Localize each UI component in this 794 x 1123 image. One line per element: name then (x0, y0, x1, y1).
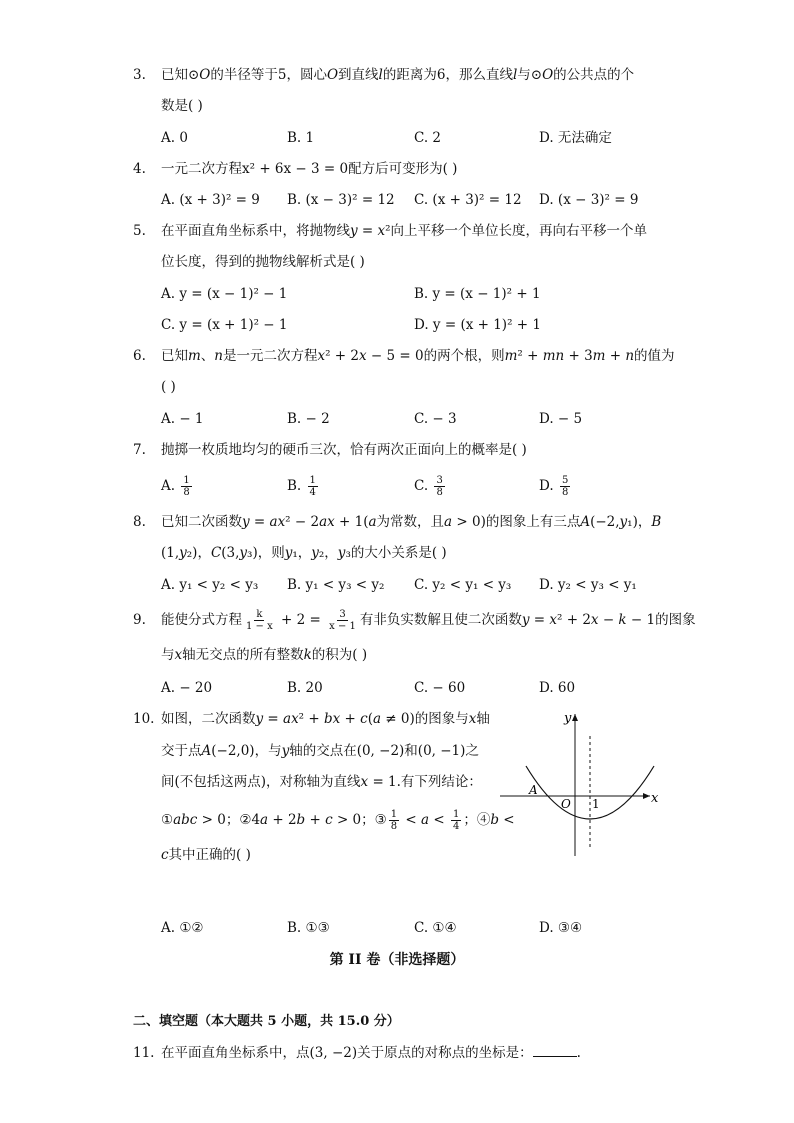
question-number: 9. (133, 612, 146, 628)
option-d[interactable]: D. 60 (539, 680, 576, 696)
option-b[interactable]: B. 20 (287, 680, 323, 696)
question-number: 7. (133, 442, 146, 458)
option-label: B. (287, 478, 302, 494)
answer-blank[interactable] (533, 1042, 577, 1057)
question-text: 抛掷一枚质地均匀的硬币三次，恰有两次正面向上的概率是( ) (161, 442, 527, 458)
origin-label: O (561, 797, 571, 811)
question-7 (133, 435, 693, 466)
question-text (161, 1038, 693, 1069)
denominator: 8 (183, 487, 190, 498)
question-11 (133, 1038, 693, 1069)
option-a[interactable] (161, 471, 194, 502)
option-a[interactable]: A. − 1 (161, 411, 204, 427)
fraction (327, 609, 358, 632)
parabola-graph (498, 708, 668, 863)
tick-label-one: 1 (592, 797, 600, 811)
question-number: 4. (133, 161, 146, 177)
question-10 (133, 704, 515, 872)
option-a[interactable]: A. − 20 (161, 680, 213, 696)
option-c[interactable]: C. ①④ (414, 920, 457, 936)
option-b[interactable]: B. − 2 (287, 411, 330, 427)
question-text: 位长度，得到的抛物线解析式是( ) (161, 254, 365, 270)
question-6 (133, 341, 693, 403)
numerator: 3 (436, 475, 443, 486)
denominator: 4 (309, 487, 316, 498)
option-label: D. (539, 478, 554, 494)
option-c[interactable]: C. − 60 (414, 680, 466, 696)
question-text: 已知二次函数𝑦 = 𝑎𝑥² − 2𝑎𝑥 + 1(𝑎为常数，且𝑎 > 0)的图象上有三点𝐴(−2,𝑦₁)，𝐵 (161, 514, 662, 530)
question-text: 𝑐其中正确的( ) (161, 847, 251, 863)
denominator: x − 1 (329, 621, 356, 632)
question-text-post: 有非负实数解且使二次函数𝑦 = 𝑥² + 2𝑥 − 𝑘 − 1的图象 (359, 612, 696, 628)
question-number: 5. (133, 223, 146, 239)
part-title: 第 II 卷（非选择题） (329, 952, 465, 968)
question-text: 已知⊙𝑂的半径等于5，圆心𝑂到直线𝑙的距离为6，那么直线𝑙与⊙𝑂的公共点的个 (161, 67, 635, 83)
option-b[interactable]: B. (x − 3)² = 12 (287, 192, 395, 208)
section-heading: 二、填空题（本大题共 5 小题，共 15.0 分） (133, 1014, 400, 1029)
question-5 (133, 216, 693, 278)
options-8 (161, 570, 701, 601)
question-text: 已知𝑚、𝑛是一元二次方程𝑥² + 2𝑥 − 5 = 0的两个根，则𝑚² + 𝑚𝑛 + 3𝑚 + 𝑛的值为 (161, 348, 675, 364)
question-text-end: . (576, 1045, 581, 1061)
options-5-row1 (161, 279, 701, 310)
denominator: 8 (436, 487, 443, 498)
fraction (451, 809, 461, 832)
question-text-pre: 能使分式方程 (161, 612, 242, 628)
question-9 (133, 605, 696, 671)
fraction (560, 475, 570, 498)
x-axis-arrow (643, 793, 650, 799)
option-label: C. (414, 478, 429, 494)
question-text: 在平面直角坐标系中，将抛物线𝑦 = 𝑥²向上平移一个单位长度，再向右平移一个单 (161, 223, 648, 239)
option-d[interactable]: D. y₂ < y₃ < y₁ (539, 577, 637, 593)
option-d[interactable]: D. (x − 3)² = 9 (539, 192, 639, 208)
question-text-pre: 一元二次方程 (161, 161, 242, 177)
x-axis-label: x (651, 791, 659, 806)
equation: x² + 6x − 3 = 0 (242, 161, 349, 177)
numerator: 1 (452, 808, 460, 820)
option-c[interactable]: C. (x + 3)² = 12 (414, 192, 522, 208)
question-text-body: 在平面直角坐标系中，点(3, −2)关于原点的对称点的坐标是： (161, 1045, 533, 1061)
option-a[interactable]: A. y = (x − 1)² − 1 (161, 286, 288, 302)
option-b[interactable] (287, 471, 320, 502)
option-a[interactable]: A. y₁ < y₂ < y₃ (161, 577, 259, 593)
question-text: 与𝑥轴无交点的所有整数𝑘的积为( ) (161, 647, 368, 663)
y-axis-arrow (572, 714, 578, 721)
option-d[interactable]: D. − 5 (539, 411, 583, 427)
question-text: (1,𝑦₂)，𝐶(3,𝑦₃)，则𝑦₁，𝑦₂，𝑦₃的大小关系是( ) (161, 545, 447, 561)
fraction (434, 475, 444, 498)
option-a[interactable]: A. (x + 3)² = 9 (161, 192, 260, 208)
question-text: 数是( ) (161, 98, 203, 114)
question-text (161, 605, 696, 636)
question-3 (133, 60, 693, 122)
question-text (161, 805, 515, 837)
question-number: 11. (133, 1045, 155, 1061)
option-d[interactable]: D. ③④ (539, 920, 583, 936)
y-axis-label: y (564, 711, 572, 726)
fraction (244, 609, 275, 632)
numerator: 3 (339, 609, 346, 620)
question-text-mid: + 2 = (276, 612, 326, 628)
option-c[interactable]: C. y = (x + 1)² − 1 (161, 317, 288, 333)
conclusion-text: < 𝑎 < (401, 811, 449, 828)
numerator: 1 (390, 808, 398, 820)
question-8 (133, 507, 693, 569)
question-text: 交于点𝐴(−2,0)，与𝑦轴的交点在(0, −2)和(0, −1)之 (161, 742, 479, 759)
fraction (389, 809, 399, 832)
denominator: 4 (452, 820, 460, 832)
option-b[interactable]: B. y₁ < y₃ < y₂ (287, 577, 385, 593)
denominator: 8 (390, 820, 398, 832)
question-number: 10. (133, 711, 155, 727)
options-5-row2 (161, 310, 701, 341)
question-text: 间(不包括这两点)，对称轴为直线𝑥 = 1.有下列结论： (161, 774, 482, 790)
options-6 (161, 404, 701, 435)
option-b[interactable]: B. ①③ (287, 920, 330, 936)
option-c[interactable]: C. − 3 (414, 411, 457, 427)
fraction (308, 475, 318, 498)
denominator: 8 (561, 487, 569, 498)
point-a-label: A (529, 783, 538, 797)
options-10 (161, 913, 701, 944)
options-9 (161, 673, 701, 704)
option-d[interactable] (539, 471, 572, 502)
question-number: 3. (133, 67, 146, 83)
conclusion-text: ①𝑎𝑏𝑐 > 0；②4𝑎 + 2𝑏 + 𝑐 > 0；③ (161, 811, 387, 828)
conclusion-text: ；④𝑏 < (463, 811, 515, 828)
option-c[interactable]: C. 2 (414, 130, 442, 146)
option-a[interactable]: A. 0 (161, 130, 188, 146)
denominator: 1 − x (246, 621, 273, 632)
option-b[interactable]: B. 1 (287, 130, 315, 146)
options-3 (161, 123, 701, 154)
numerator: 1 (309, 475, 316, 486)
question-text: ( ) (161, 379, 176, 395)
question-number: 8. (133, 514, 146, 530)
question-text (161, 154, 693, 185)
option-b[interactable]: B. y = (x − 1)² + 1 (414, 286, 541, 302)
question-4 (133, 154, 693, 185)
option-c[interactable] (414, 471, 447, 502)
numerator: 5 (561, 475, 569, 486)
option-a[interactable]: A. ①② (161, 920, 204, 936)
option-d[interactable]: D. y = (x + 1)² + 1 (414, 317, 541, 333)
question-text-post: 配方后可变形为( ) (348, 161, 458, 177)
option-d[interactable]: D. 无法确定 (539, 130, 612, 146)
question-number: 6. (133, 348, 146, 364)
fraction (181, 475, 191, 498)
question-text: 如图，二次函数𝑦 = 𝑎𝑥² + 𝑏𝑥 + 𝑐(𝑎 ≠ 0)的图象与𝑥轴 (161, 711, 490, 727)
options-7 (161, 471, 701, 505)
numerator: 1 (183, 475, 190, 486)
options-4 (161, 185, 701, 216)
option-c[interactable]: C. y₂ < y₁ < y₃ (414, 577, 512, 593)
numerator: k (256, 609, 263, 620)
option-label: A. (161, 478, 176, 494)
